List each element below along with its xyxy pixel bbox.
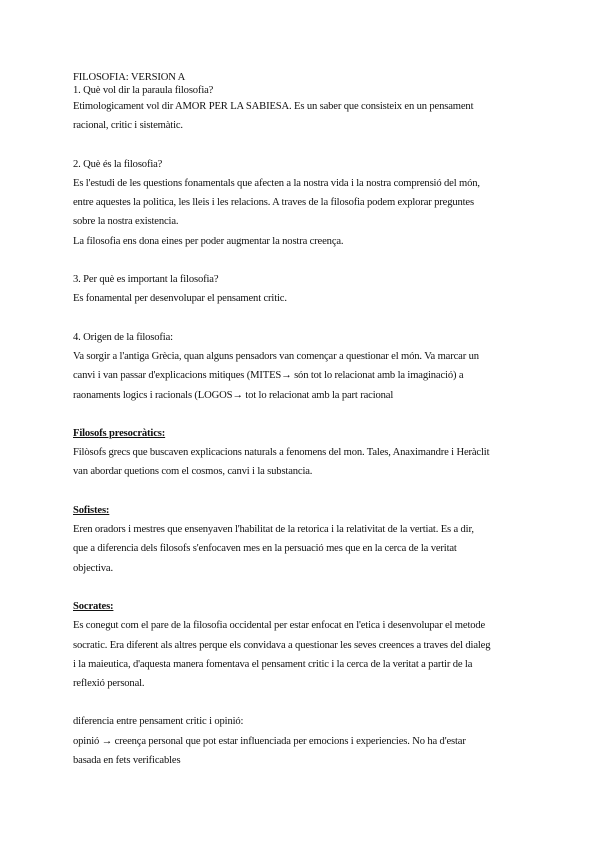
section-2 [73,155,535,251]
spacer [73,309,535,328]
paragraph-line: Es l'estudi de les questions fonamentals que afecten a la nostra vida i la nostra comprensió del món, [73,177,480,189]
section-sofistes [73,501,535,578]
paragraph-line: socratic. Era diferent als altres perque els convidava a questionar les seves creences a traves del dialeg [73,639,491,651]
question-heading: 4. Origen de la filosofia: [73,331,173,343]
paragraph-line: sobre la nostra existencia. [73,216,179,228]
paragraph-line: Filòsofs grecs que buscaven explicacions naturals a fenomens del mon. Tales, Anaximandre i Heràclit [73,447,490,459]
paragraph-line: Es fonamental per desenvolupar el pensament critic. [73,293,287,305]
paragraph-line: reflexió personal. [73,678,145,690]
paragraph-line: Va sorgir a l'antiga Grècia, quan alguns pensadors van començar a questionar el món. Va marcar un [73,350,479,362]
paragraph-line: objectiva. [73,562,113,574]
paragraph-line: racional, critic i sistemàtic. [73,120,183,132]
section-3 [73,270,535,309]
section-socrates [73,597,535,693]
spacer [73,578,535,597]
paragraph-line: canvi i van passar d'explicacions mitiques (MITES→ són tot lo relacionat amb la imaginació) a [73,370,464,382]
paragraph-line: raonaments logics i racionals (LOGOS→ tot lo relacionat amb la part racional [73,389,394,401]
question-heading: 1. Què vol dir la paraula filosofia? [73,85,214,96]
section-heading: Filosofs presocràtics: [73,427,166,439]
section-heading: Sofistes: [73,504,110,516]
spacer [73,693,535,712]
section-diferencia [73,712,535,770]
paragraph-line: i la maieutica, d'aquesta manera fomentava el pensament critic i la cerca de la veritat a partir de la [73,658,473,670]
section-heading: Socrates: [73,600,114,612]
paragraph-line: basada en fets verificables [73,755,181,767]
document-title: FILOSOFIA: VERSION A [73,72,186,83]
spacer [73,482,535,501]
paragraph-line: entre aquestes la politica, les lleis i les relacions. A traves de la filosofia podem explorar preguntes [73,197,474,209]
paragraph-line: opinió → creença personal que pot estar influenciada per emocions i experiencies. No ha d'estar [73,735,466,747]
paragraph-line: La filosofia ens dona eines per poder augmentar la nostra creença. [73,235,344,247]
paragraph-line: que a diferencia dels filosofs s'enfocaven mes en la persuació mes que en la cerca de la veritat [73,543,457,555]
section-presocratics [73,424,535,482]
spacer [73,405,535,424]
question-heading: 3. Per què es important la filosofia? [73,274,219,286]
paragraph-line: Etimologicament vol dir AMOR PER LA SABIESA. Es un saber que consisteix en un pensament [73,101,474,112]
section-1 [73,84,535,136]
spacer [73,136,535,155]
paragraph-line: Eren oradors i mestres que ensenyaven l'habilitat de la retorica i la relativitat de la vertiat. Es a dir, [73,524,474,536]
question-heading: 2. Què és la filosofia? [73,158,163,170]
paragraph-line: van abordar quetions com el cosmos, canvi i la substancia. [73,466,313,478]
question-heading: diferencia entre pensament critic i opinió: [73,716,244,728]
spacer [73,251,535,270]
section-4 [73,328,535,405]
paragraph-line: Es conegut com el pare de la filosofia occidental per estar enfocat en l'etica i desenvolupar el metode [73,620,486,632]
document-page [73,71,535,770]
